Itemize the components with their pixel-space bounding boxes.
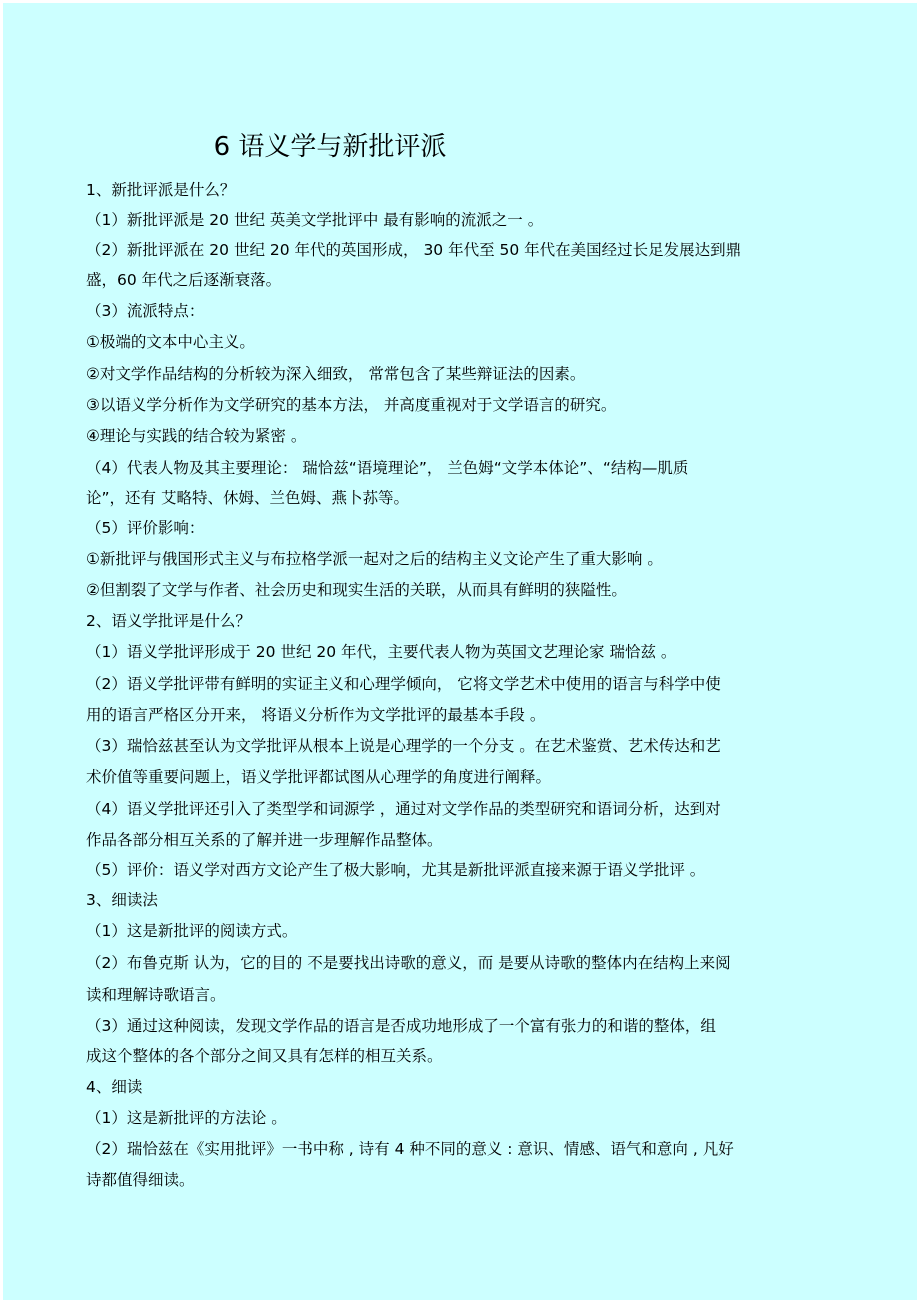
paragraph-line: （2）布鲁克斯 认为，它的目的 不是要找出诗歌的意义，而 是要从诗歌的整体内在结构上来阅 bbox=[86, 954, 731, 972]
paragraph-line: （3）流派特点： bbox=[86, 302, 205, 320]
paragraph-line: ②对文学作品结构的分析较为深入细致， 常常包含了某些辩证法的因素。 bbox=[86, 365, 586, 383]
paragraph-line: ③以语义学分析作为文学研究的基本方法， 并高度重视对于文学语言的研究。 bbox=[86, 396, 617, 414]
paragraph-line: （4）代表人物及其主要理论： 瑞恰兹“语境理论”， 兰色姆“文学本体论”、“结构—肌质 bbox=[86, 459, 689, 477]
paragraph-line: （5）评价：语义学对西方文论产生了极大影响，尤其是新批评派直接来源于语义学批评 。 bbox=[86, 861, 706, 879]
paragraph-line: （1）这是新批评的方法论 。 bbox=[86, 1109, 287, 1127]
paragraph-line: 用的语言严格区分开来， 将语义分析作为文学批评的最基本手段 。 bbox=[86, 706, 546, 724]
section-heading-1: 1、新批评派是什么？ bbox=[86, 181, 236, 199]
paragraph-line: ④理论与实践的结合较为紧密 。 bbox=[86, 427, 307, 445]
paragraph-line: ①新批评与俄国形式主义与布拉格学派一起对之后的结构主义文论产生了重大影响 。 bbox=[86, 550, 663, 568]
paragraph-line: ②但割裂了文学与作者、社会历史和现实生活的关联，从而具有鲜明的狭隘性。 bbox=[86, 581, 627, 599]
paragraph-line: （2）语义学批评带有鲜明的实证主义和心理学倾向， 它将文学艺术中使用的语言与科学中使 bbox=[86, 675, 721, 693]
paragraph-line: 诗都值得细读。 bbox=[86, 1171, 195, 1189]
paragraph-line: （3）瑞恰兹甚至认为文学批评从根本上说是心理学的一个分支 。在艺术鉴赏、艺术传达和艺 bbox=[86, 737, 721, 755]
paragraph-line: （1）新批评派是 20 世纪 英美文学批评中 最有影响的流派之一 。 bbox=[86, 211, 544, 229]
page-title: 6 语义学与新批评派 bbox=[213, 132, 447, 162]
paragraph-line: （5）评价影响： bbox=[86, 519, 205, 537]
paragraph-line: （2）瑞恰兹在《实用批评》一书中称 , 诗有 4 种不同的意义 : 意识、情感、语气和意向 , 凡好 bbox=[86, 1140, 734, 1158]
paragraph-line: （1）语义学批评形成于 20 世纪 20 年代，主要代表人物为英国文艺理论家 瑞恰兹 。 bbox=[86, 643, 677, 661]
paragraph-line: 盛，60 年代之后逐渐衰落。 bbox=[86, 271, 282, 289]
paragraph-line: （2）新批评派在 20 世纪 20 年代的英国形成， 30 年代至 50 年代在美国经过长足发展达到鼎 bbox=[86, 241, 742, 259]
section-heading-3: 3、细读法 bbox=[86, 891, 158, 909]
paragraph-line: 成这个整体的各个部分之间又具有怎样的相互关系。 bbox=[86, 1047, 443, 1065]
paragraph-line: ①极端的文本中心主义。 bbox=[86, 333, 255, 351]
paragraph-line: （3）通过这种阅读，发现文学作品的语言是否成功地形成了一个富有张力的和谐的整体，组 bbox=[86, 1017, 716, 1035]
section-heading-2: 2、语义学批评是什么？ bbox=[86, 612, 251, 630]
paragraph-line: （1）这是新批评的阅读方式。 bbox=[86, 922, 298, 940]
paragraph-line: 作品各部分相互关系的了解并进一步理解作品整体。 bbox=[86, 831, 443, 849]
paragraph-line: （4）语义学批评还引入了类型学和词源学 ，通过对文学作品的类型研究和语词分析，达到对 bbox=[86, 800, 721, 818]
paragraph-line: 读和理解诗歌语言。 bbox=[86, 986, 226, 1004]
section-heading-4: 4、细读 bbox=[86, 1078, 143, 1096]
paragraph-line: 术价值等重要问题上，语义学批评都试图从心理学的角度进行阐释。 bbox=[86, 768, 552, 786]
paragraph-line: 论”，还有 艾略特、休姆、兰色姆、燕卜荪等。 bbox=[86, 489, 409, 507]
